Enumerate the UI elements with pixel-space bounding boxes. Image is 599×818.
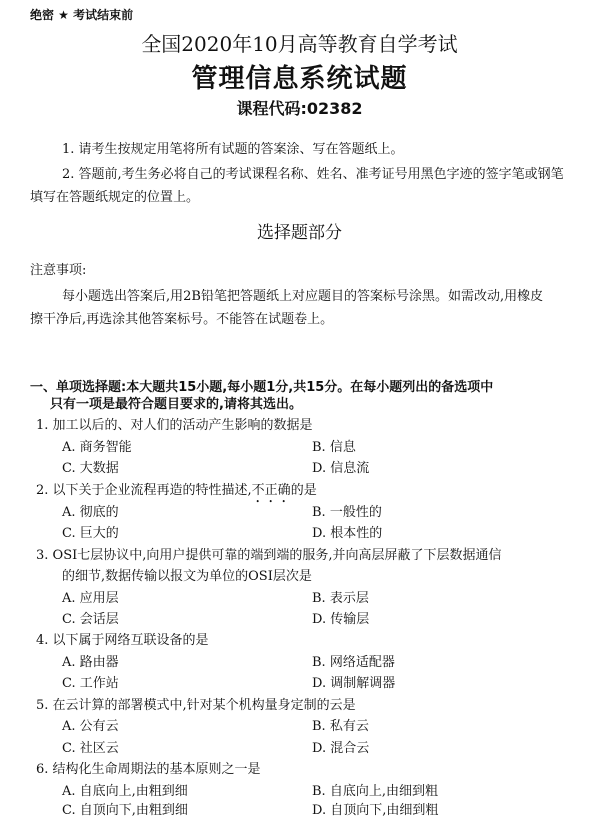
question-2-option-b: B. 一般性的 [312,505,382,520]
question-2-option-a: A. 彻底的 [62,505,119,520]
confidential-label: 绝密 ★ 考试结束前 [30,8,134,22]
question-6-option-b: B. 自底向上,由细到粗 [312,784,438,799]
question-2-option-c: C. 巨大的 [62,526,119,541]
question-3-option-a: A. 应用层 [62,591,119,606]
instruction-1: 1. 请考生按规定用笔将所有试题的答案涂、写在答题纸上。 [62,142,404,157]
instruction-2: 2. 答题前,考生务必将自己的考试课程名称、姓名、准考证号用黑色字迹的签字笔或钢笔 [62,167,564,182]
section-heading: 一、单项选择题:本大题共15小题,每小题1分,共15分。在每小题列出的备选项中 [30,380,494,395]
question-6-option-d: D. 自顶向下,由细到粗 [312,803,439,818]
question-3-option-c: C. 会话层 [62,612,119,627]
question-1-option-d: D. 信息流 [312,461,370,476]
question-6-stem: 6. 结构化生命周期法的基本原则之一是 [36,762,261,777]
part-title: 选择题部分 [257,223,342,243]
section-heading-cont: 只有一项是最符合题目要求的,请将其选出。 [50,397,302,412]
question-1-stem: 1. 加工以后的、对人们的活动产生影响的数据是 [36,418,313,433]
question-4-option-c: C. 工作站 [62,676,119,691]
notice-line-1: 每小题选出答案后,用2B铅笔把答题纸上对应题目的答案标号涂黑。如需改动,用橡皮 [62,289,544,304]
question-1-option-b: B. 信息 [312,440,356,455]
notice-heading: 注意事项: [30,263,87,278]
question-3-option-d: D. 传输层 [312,612,370,627]
question-2-stem-emphasis: 不正确 [251,483,291,498]
subject-title: 管理信息系统试题 [191,64,408,94]
question-5-option-c: C. 社区云 [62,741,119,756]
question-4-option-b: B. 网络适配器 [312,655,395,670]
notice-line-2: 擦干净后,再选涂其他答案标号。不能答在试题卷上。 [30,312,334,327]
question-5-stem: 5. 在云计算的部署模式中,针对某个机构量身定制的云是 [36,698,356,713]
question-3-stem-cont: 的细节,数据传输以报文为单位的OSI层次是 [62,569,312,584]
course-code: 课程代码:02382 [236,99,363,118]
question-2-stem-pre: 2. 以下关于企业流程再造的特性描述, [36,483,252,498]
exam-title: 全国2020年10月高等教育自学考试 [141,32,458,56]
question-3-stem: 3. OSI七层协议中,向用户提供可靠的端到端的服务,并向高层屏蔽了下层数据通信 [36,548,502,563]
question-3-option-b: B. 表示层 [312,591,369,606]
question-6-option-a: A. 自底向上,由粗到细 [62,784,188,799]
question-2-option-d: D. 根本性的 [312,526,383,541]
question-6-option-c: C. 自顶向下,由粗到细 [62,803,188,818]
question-4-stem: 4. 以下属于网络互联设备的是 [36,633,209,648]
question-5-option-d: D. 混合云 [312,741,370,756]
question-4-option-d: D. 调制解调器 [312,676,396,691]
instruction-2-cont: 填写在答题纸规定的位置上。 [30,190,200,205]
question-1-option-a: A. 商务智能 [62,440,132,455]
question-1-option-c: C. 大数据 [62,461,119,476]
question-5-option-b: B. 私有云 [312,719,369,734]
question-4-option-a: A. 路由器 [62,655,119,670]
question-5-option-a: A. 公有云 [62,719,119,734]
question-2-stem-post: 的是 [290,483,317,498]
